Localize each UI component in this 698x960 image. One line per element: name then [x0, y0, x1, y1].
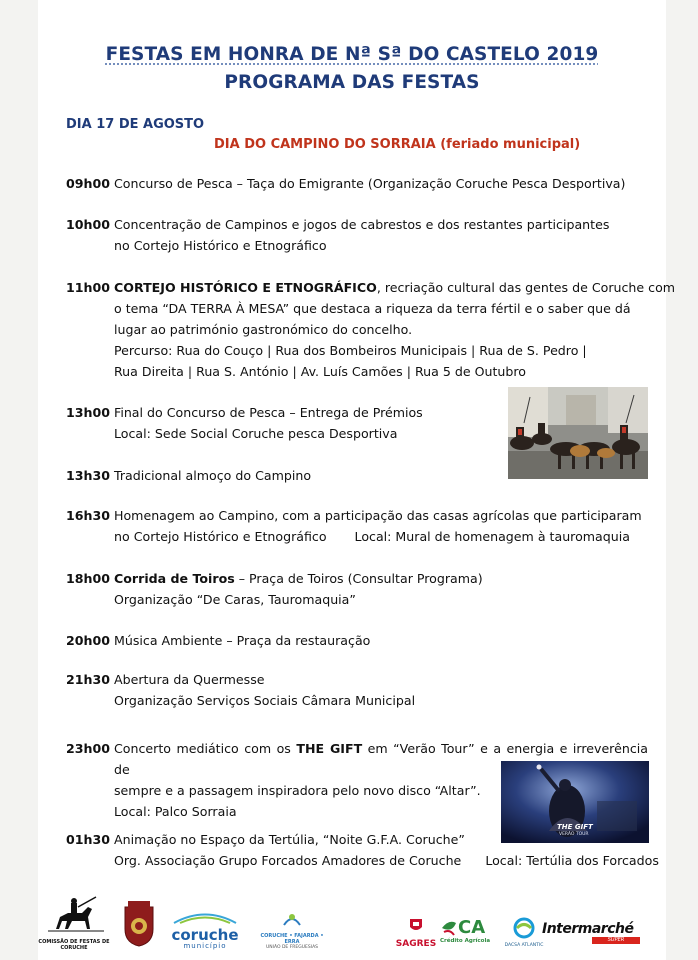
- event-text: Abertura da Quermesse: [114, 672, 265, 687]
- sponsor-logos: [38, 895, 666, 955]
- event-1630: [66, 505, 656, 547]
- event-time: 16h30: [66, 508, 111, 523]
- page-subtitle: PROGRAMA DAS FESTAS: [224, 72, 480, 93]
- event-text: Concurso de Pesca – Taça do Emigrante (Organização Coruche Pesca Desportiva): [114, 176, 626, 191]
- event-text: Org. Associação Grupo Forcados Amadores de Coruche Local: Tertúlia dos Forcados: [114, 853, 659, 868]
- event-2130: [66, 669, 656, 711]
- intermarche-logo: [542, 921, 646, 949]
- sagres-wordmark: SAGRES: [395, 939, 437, 949]
- event-time: 09h00: [66, 176, 111, 191]
- event-1800: [66, 568, 656, 610]
- poster-page: [38, 0, 676, 960]
- event-text: Tradicional almoço do Campino: [114, 468, 312, 483]
- coruche-municipio-logo: [170, 909, 240, 949]
- uniao-freguesias-logo: [254, 911, 330, 951]
- intermarche-wordmark: Intermarché: [542, 921, 634, 937]
- sagres-logo: [394, 917, 438, 951]
- day-name: DIA DO CAMPINO DO SORRAIA (feriado municipal): [214, 137, 581, 152]
- municipio-arc-icon: [170, 910, 240, 924]
- freguesias-icon: [254, 911, 330, 929]
- event-time: 13h00: [66, 405, 111, 420]
- event-highlight: Corrida de Toiros: [114, 571, 235, 586]
- day-date: DIA 17 DE AGOSTO: [66, 117, 205, 132]
- intermarche-super-badge: SUPER: [592, 937, 640, 944]
- event-time: 18h00: [66, 571, 111, 586]
- page-title: FESTAS EM HONRA DE Nª Sª DO CASTELO 2019: [105, 44, 599, 65]
- comissao-label: COMISSÃO DE FESTAS DE CORUCHE: [38, 939, 110, 951]
- event-text: Local: Sede Social Coruche pesca Desportiva: [114, 426, 398, 441]
- event-highlight: THE GIFT: [296, 741, 363, 756]
- dacsa-label: DACSA ATLANTIC: [504, 943, 544, 948]
- photo-caption: THE GIFT: [557, 823, 593, 831]
- event-1000: [66, 214, 656, 256]
- coruche-wordmark: coruche: [171, 926, 239, 944]
- event-text: Animação no Espaço da Tertúlia, “Noite G.F.A. Coruche”: [114, 832, 465, 847]
- event-text: Homenagem ao Campino, com a participação das casas agrícolas que participaram: [114, 508, 642, 523]
- dacsa-logo: [503, 917, 545, 951]
- event-1100: [66, 277, 676, 382]
- ca-wordmark: CA: [458, 917, 486, 938]
- event-highlight: CORTEJO HISTÓRICO E ETNOGRÁFICO: [114, 280, 377, 295]
- uniao-sub: UNIÃO DE FREGUESIAS: [266, 945, 318, 950]
- event-text: sempre e a passagem inspiradora pelo novo disco “Altar”.: [114, 783, 481, 798]
- event-text: Local: Palco Sorraia: [114, 804, 237, 819]
- municipio-label: município: [183, 942, 227, 950]
- event-text: Concentração de Campinos e jogos de cabrestos e dos restantes participantes: [114, 217, 610, 232]
- event-text: o tema “DA TERRA À MESA” que destaca a riqueza da terra fértil e o saber que dá: [114, 301, 631, 316]
- event-text: Concerto mediático com os THE GIFT em “Verão Tour” e a energia e irreverência de: [114, 741, 648, 777]
- sagres-emblem-icon: [394, 917, 438, 935]
- event-time: 20h00: [66, 633, 111, 648]
- comissao-festas-logo: [38, 895, 110, 951]
- event-route: Percurso: Rua do Couço | Rua dos Bombeiros Municipais | Rua de S. Pedro |: [114, 343, 587, 358]
- event-text: Música Ambiente – Praça da restauração: [114, 633, 371, 648]
- crest-icon: [122, 901, 156, 947]
- event-text: Organização “De Caras, Tauromaquia”: [114, 592, 356, 607]
- event-time: 21h30: [66, 672, 111, 687]
- event-0900: [66, 173, 656, 194]
- event-2000: [66, 630, 656, 651]
- event-text: no Cortejo Histórico e Etnográfico Local: Mural de homenagem à tauromaquia: [114, 529, 630, 544]
- event-time: 13h30: [66, 468, 111, 483]
- event-time: 23h00: [66, 741, 111, 756]
- event-time: 01h30: [66, 832, 111, 847]
- credito-agricola-logo: [440, 917, 500, 951]
- event-text: CORTEJO HISTÓRICO E ETNOGRÁFICO, recriação cultural das gentes de Coruche com: [114, 280, 676, 295]
- coruche-crest-logo: [122, 901, 156, 947]
- event-text: Organização Serviços Sociais Câmara Municipal: [114, 693, 416, 708]
- event-time: 11h00: [66, 280, 111, 295]
- ca-leaf-icon: [440, 919, 458, 937]
- event-1330: [66, 465, 656, 486]
- event-text: Final do Concurso de Pesca – Entrega de Prémios: [114, 405, 423, 420]
- horseman-icon: [38, 895, 110, 935]
- event-text: no Cortejo Histórico e Etnográfico: [114, 238, 327, 253]
- event-text: lugar ao património gastronómico do concelho.: [114, 322, 413, 337]
- ca-label: Crédito Agrícola: [440, 938, 491, 944]
- uniao-label: CORUCHE • FAJARDA • ERRA: [260, 933, 324, 945]
- event-route: Rua Direita | Rua S. António | Av. Luís Camões | Rua 5 de Outubro: [114, 364, 527, 379]
- dacsa-icon: [503, 917, 545, 939]
- event-0130: [66, 829, 659, 871]
- event-time: 10h00: [66, 217, 111, 232]
- photo-subcaption: VERÃO TOUR: [559, 832, 589, 837]
- event-text: Corrida de Toiros – Praça de Toiros (Consultar Programa): [114, 571, 483, 586]
